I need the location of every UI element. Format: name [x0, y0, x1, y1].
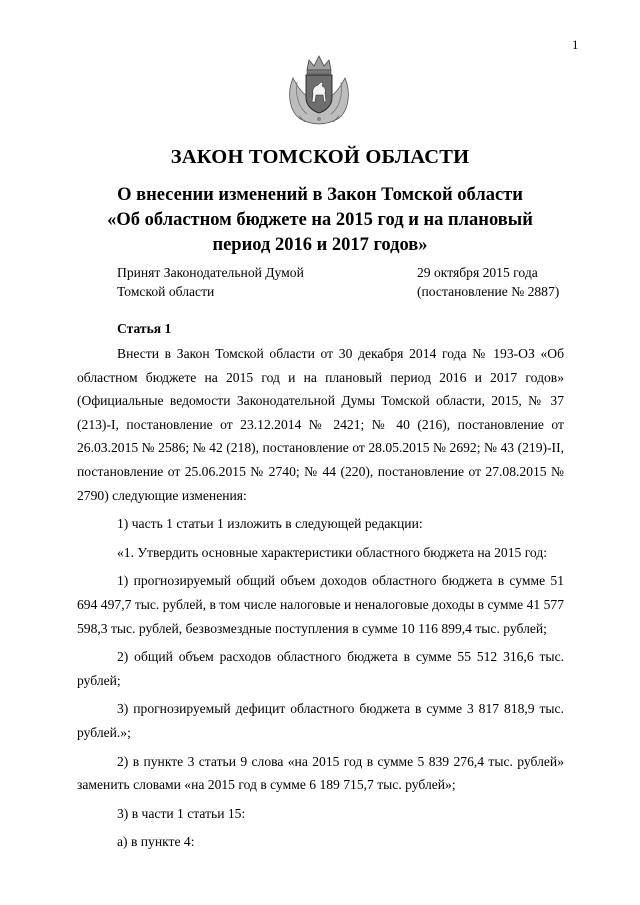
paragraph: 3) прогнозируемый дефицит областного бюджета в сумме 3 817 818,9 тыс. рублей.»; [77, 701, 564, 740]
law-subtitle [70, 183, 570, 258]
article-heading: Статья 1 [117, 321, 172, 336]
law-title: ЗАКОН ТОМСКОЙ ОБЛАСТИ [170, 146, 470, 168]
adopted-line-1: Принят Законодательной Думой [117, 265, 304, 280]
article-body [77, 342, 564, 859]
adoption-date: 29 октября 2015 года [417, 265, 538, 280]
subtitle-line-2: «Об областном бюджете на 2015 год и на плановый [107, 210, 533, 230]
adopted-by-block [117, 263, 304, 301]
subtitle-line-3: период 2016 и 2017 годов» [212, 235, 428, 255]
resolution-number: (постановление № 2887) [417, 284, 560, 299]
paragraph: Внести в Закон Томской области от 30 декабря 2014 года № 193-ОЗ «Об областном бюджете на 2015 год и на плановый период 2016 и 2017 годов» (Официальные ведомости Законодательной Думы Томской области, 2015, № 37 (213)-I, постановление от 23.12.2014 № 2421; № 40 (216), постановление от 26.03.2015 № 2586; № 42 (218), постановление от 28.05.2015 № 2692; № 43 (219)-II, постановление от 25.06.2015 № 2740; № 44 (220), постановление от 27.08.2015 № 2790) следующие изменения: [77, 346, 564, 503]
page-number: 1 [572, 37, 579, 52]
paragraph: 1) прогнозируемый общий объем доходов областного бюджета в сумме 51 694 497,7 тыс. рублей, в том числе налоговые и неналоговые доходы в сумме 41 577 598,3 тыс. рублей, безвозмездные поступления в сумме 10 116 899,4 тыс. рублей; [77, 573, 564, 636]
paragraph: 1) часть 1 статьи 1 изложить в следующей редакции: [117, 516, 423, 532]
paragraph: «1. Утвердить основные характеристики областного бюджета на 2015 год: [117, 544, 548, 560]
tomsk-oblast-coat-of-arms-icon [285, 52, 353, 126]
paragraph: 2) общий объем расходов областного бюджета в сумме 55 512 316,6 тыс. рублей; [77, 649, 564, 688]
subtitle-line-1: О внесении изменений в Закон Томской области [117, 185, 523, 205]
paragraph: а) в пункте 4: [117, 834, 195, 850]
paragraph: 2) в пункте 3 статьи 9 слова «на 2015 год в сумме 5 839 276,4 тыс. рублей» заменить словами «на 2015 год в сумме 6 189 715,7 тыс. рублей»; [77, 753, 564, 793]
adoption-date-block [417, 263, 559, 301]
paragraph: 3) в части 1 статьи 15: [117, 805, 246, 821]
adopted-line-2: Томской области [117, 284, 215, 299]
